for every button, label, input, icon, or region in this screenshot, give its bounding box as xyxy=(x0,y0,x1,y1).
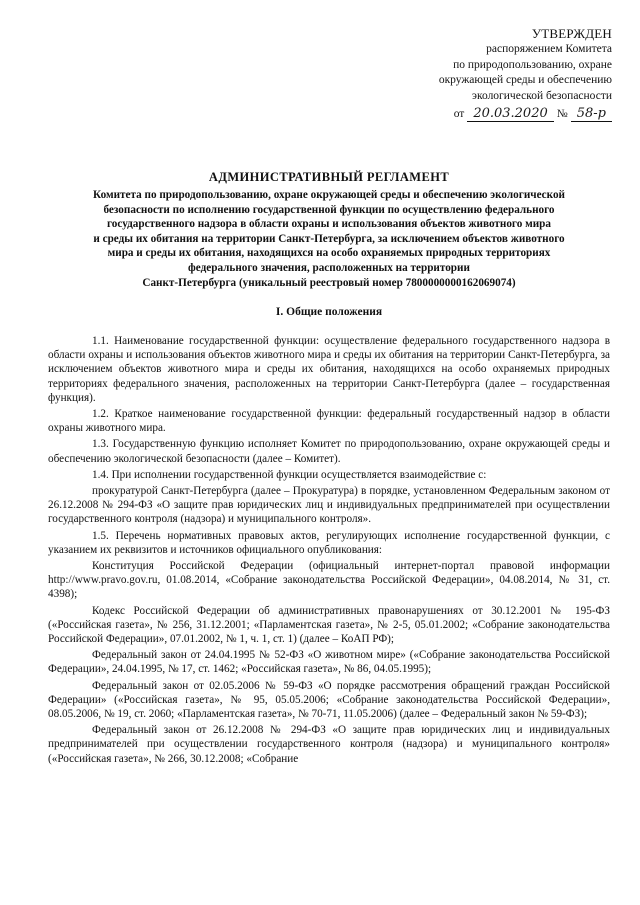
approval-number: 58-р xyxy=(571,106,612,122)
paragraph: Конституция Российской Федерации (официальный интернет-портал правовой информации http://www.pravo.gov.ru, 01.08.2014, «Собрание законодательства Российской Федерации», 04.08.2014, № 31, ст. 4398); xyxy=(48,560,610,601)
paragraph: 1.5. Перечень нормативных правовых актов, регулирующих исполнение государственной функции, с указанием их реквизитов и источников официального опубликования: xyxy=(48,529,610,556)
paragraph: 1.4. При исполнении государственной функции осуществляется взаимодействие с: xyxy=(92,468,487,481)
paragraph: Федеральный закон от 24.04.1995 № 52-ФЗ «О животном мире» («Собрание законодательства Российской Федерации», 24.04.1995, № 17, ст. 1462; «Российская газета», № 86, 04.05.1995); xyxy=(48,649,610,676)
approval-line: окружающей среды и обеспечению xyxy=(438,74,612,87)
subtitle-line: безопасности по исполнению государственной функции по осуществлению федерального xyxy=(103,203,555,216)
subtitle-line: государственного надзора в области охраны и использования объектов животного мира xyxy=(107,218,551,231)
document-body xyxy=(48,334,610,768)
document-title: АДМИНИСТРАТИВНЫЙ РЕГЛАМЕНТ xyxy=(208,170,450,184)
from-label: от xyxy=(453,108,465,121)
approval-line: распоряжением Комитета xyxy=(486,43,612,56)
paragraph: Федеральный закон от 02.05.2006 № 59-ФЗ «О порядке рассмотрения обращений граждан Российской Федерации» («Российская газета», № 95, 05.05.2006; «Собрание законодательства Российской Федерации», 08.05.2006, № 19, ст. 2060; «Парламентская газета», № 70-71, 11.05.2006) (далее – Федеральный закон № 59-ФЗ); xyxy=(48,679,610,721)
subtitle-line: Комитета по природопользованию, охране окружающей среды и обеспечению экологической xyxy=(93,189,565,201)
paragraph: Федеральный закон от 26.12.2008 № 294-ФЗ «О защите прав юридических лиц и индивидуальных предпринимателей при осуществлении государственного контроля (надзора) и муниципального контроля» («Российская газета», № 266, 30.12.2008; «Собрание xyxy=(48,724,610,765)
subtitle-line: Санкт-Петербурга (уникальный реестровый номер 7800000000162069074) xyxy=(142,276,516,289)
title-block xyxy=(48,170,610,290)
paragraph: 1.2. Краткое наименование государственной функции: федеральный государственный надзор в области охраны животного мира. xyxy=(48,408,610,435)
number-label: № xyxy=(556,108,568,121)
paragraph: Кодекс Российской Федерации об административных правонарушениях от 30.12.2001 № 195-ФЗ («Российская газета», № 256, 31.12.2001; «Парламентская газета», № 2-5, 05.01.2002; «Собрание законодательства Российской Федерации», 07.01.2002, № 1, ч. 1, ст. 1) (далее – КоАП РФ); xyxy=(48,604,610,646)
paragraph: 1.1. Наименование государственной функции: осуществление федерального государственного надзора в области охраны и использования объектов животного мира и среды их обитания на территории Санкт-Петербурга, за исключением объектов животного мира и среды их обитания, находящихся на особо охраняемых природных территориях федерального значения, расположенных на территории Санкт-Петербурга (далее – государственная функция). xyxy=(48,335,610,404)
subtitle-line: мира и среды их обитания, находящихся на особо охраняемых природных территориях xyxy=(107,247,551,260)
paragraph: прокуратурой Санкт-Петербурга (далее – Прокуратура) в порядке, установленном Федеральным законом от 26.12.2008 № 294-ФЗ «О защите прав юридических лиц и индивидуальных предпринимателей при осуществлении государственного контроля (надзора) и муниципального контроля». xyxy=(48,485,610,526)
section-title: I. Общие положения xyxy=(275,306,383,318)
approval-stamp xyxy=(382,26,612,122)
approval-date: 20.03.2020 xyxy=(467,106,553,122)
subtitle-line: федерального значения, расположенных на территории xyxy=(188,261,470,274)
subtitle-line: и среды их обитания на территории Санкт-Петербурга, за исключением объектов животного xyxy=(93,232,565,245)
approval-date-number xyxy=(382,106,612,122)
paragraph: 1.3. Государственную функцию исполняет Комитет по природопользованию, охране окружающей среды и обеспечению экологической безопасности (далее – Комитет). xyxy=(48,438,610,465)
approval-heading: УТВЕРЖДЕН xyxy=(531,26,612,41)
approval-line: по природопользованию, охране xyxy=(453,58,612,71)
approval-line: экологической безопасности xyxy=(472,89,612,102)
document-subtitle xyxy=(48,188,610,290)
